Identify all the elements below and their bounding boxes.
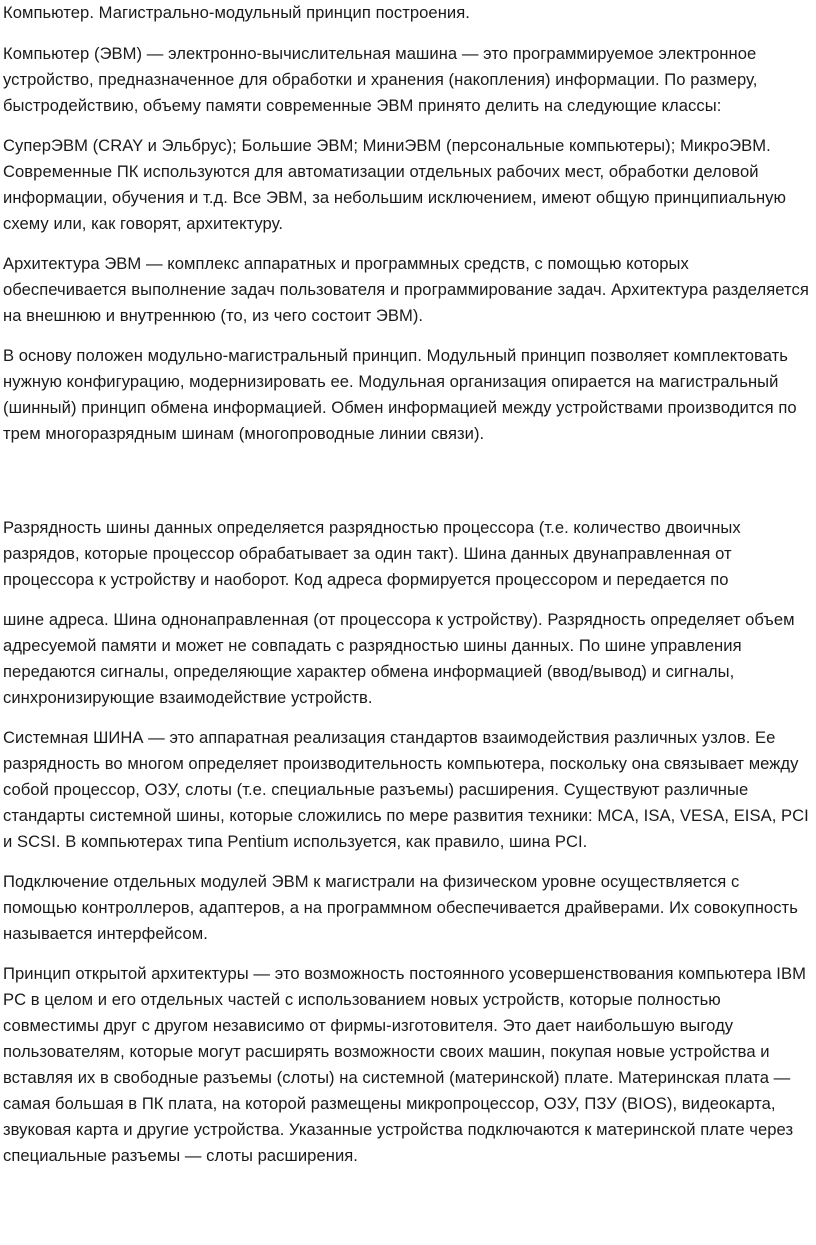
paragraph-architecture: Архитектура ЭВМ — комплекс аппаратных и программных средств, с помощью которых обеспечивается выполнение задач пользователя и программирование задач. Архитектура разделяется на внешнюю и внутреннюю (то, из чего состоит ЭВМ). — [3, 254, 809, 325]
paragraph-data-bus: Разрядность шины данных определяется разрядностью процессора (т.е. количество двоичных разрядов, которые процессор обрабатывает за один такт). Шина данных двунаправленная от процессора к устройству и наоборот. Код адреса формируется процессором и передается по — [3, 518, 741, 589]
document-title: Компьютер. Магистрально-модульный принцип построения. — [3, 3, 470, 22]
paragraph-interface: Подключение отдельных модулей ЭВМ к магистрали на физическом уровне осуществляется с помощью контроллеров, адаптеров, а на программном обеспечивается драйверами. Их совокупность называется интерфейсом. — [3, 872, 798, 943]
paragraph-system-bus: Системная ШИНА — это аппаратная реализация стандартов взаимодействия различных узлов. Ее разрядность во многом определяет производительность компьютера, поскольку она связывает между собой процессор, ОЗУ, слоты (т.е. специальные разъемы) расширения. Существуют различные стандарты системной шины, которые сложились по мере развития техники: MCA, ISA, VESA, EISA, PCI и SCSI. В компьютерах типа Pentium используется, как правило, шина PCI. — [3, 728, 809, 851]
paragraph-computer-classes: СуперЭВМ (CRAY и Эльбрус); Большие ЭВМ; МиниЭВМ (персональные компьютеры); МикроЭВМ. Современные ПК используются для автоматизации отдельных рабочих мест, обработки деловой информации, обучения и т.д. Все ЭВМ, за небольшим исключением, имеют общую принципиальную схему или, как говорят, архитектуру. — [3, 136, 787, 233]
paragraph-modular-principle: В основу положен модульно-магистральный принцип. Модульный принцип позволяет комплектовать нужную конфигурацию, модернизировать ее. Модульная организация опирается на магистральный (шинный) принцип обмена информацией. Обмен информацией между устройствами производится по трем многоразрядным шинам (многопроводные линии связи). — [3, 346, 797, 443]
paragraph-open-architecture: Принцип открытой архитектуры — это возможность постоянного усовершенствования компьютера IBM PC в целом и его отдельных частей с использованием новых устройств, которые полностью совместимы друг с другом независимо от фирмы-изготовителя. Это дает наибольшую выгоду пользователям, которые могут расширять возможности своих машин, покупая новые устройства и вставляя их в свободные разъемы (слоты) на системной (материнской) плате. Материнская плата — самая большая в ПК плата, на которой размещены микропроцессор, ОЗУ, ПЗУ (BIOS), видеокарта, звуковая карта и другие устройства. Указанные устройства подключаются к материнской плате через специальные разъемы — слоты расширения. — [3, 964, 806, 1165]
paragraph-computer-definition: Компьютер (ЭВМ) — электронно-вычислительная машина — это программируемое электронное устройство, предназначенное для обработки и хранения (накопления) информации. По размеру, быстродействию, объему памяти современные ЭВМ принято делить на следующие классы: — [3, 44, 758, 115]
paragraph-address-bus: шине адреса. Шина однонаправленная (от процессора к устройству). Разрядность определяет объем адресуемой памяти и может не совпадать с разрядностью шины данных. По шине управления передаются сигналы, определяющие характер обмена информацией (ввод/вывод) и сигналы, синхронизирующие взаимодействие устройств. — [3, 610, 795, 707]
